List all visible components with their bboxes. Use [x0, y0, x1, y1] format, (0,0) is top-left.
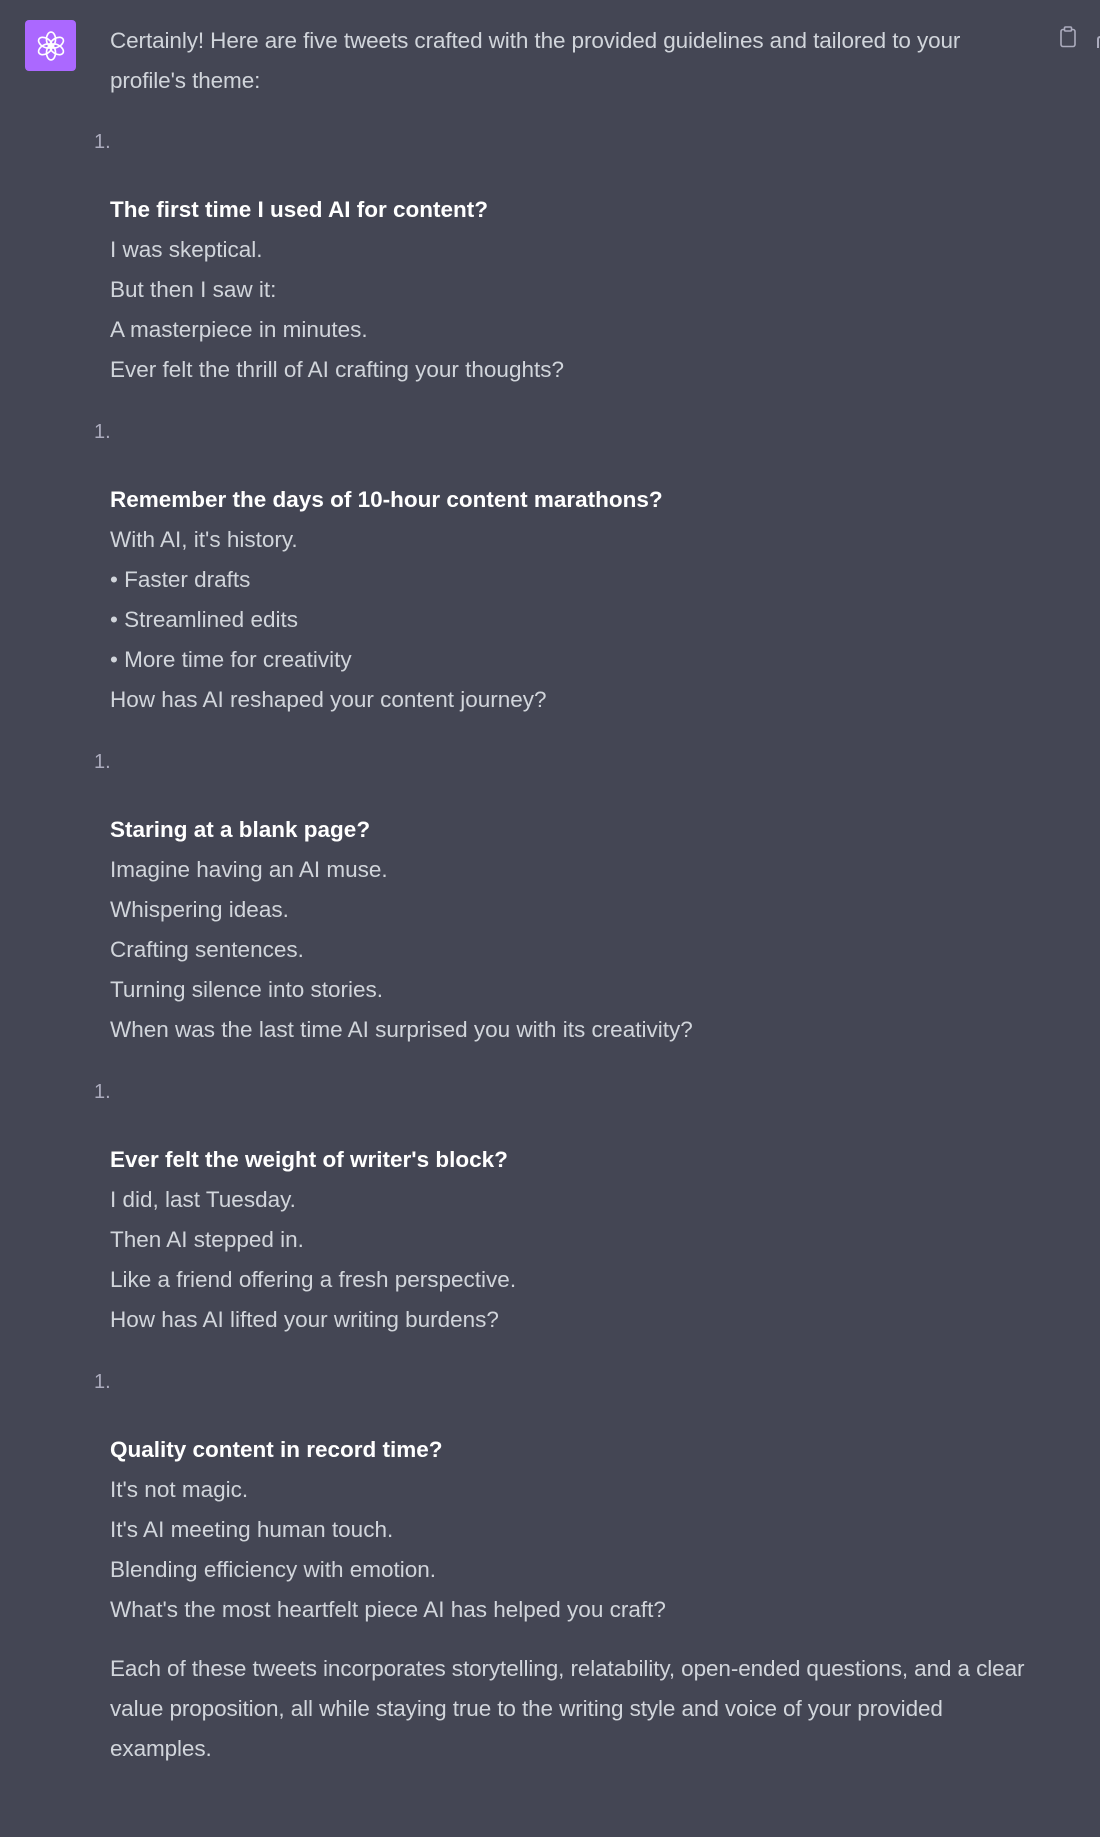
- tweet-line: Imagine having an AI muse.: [110, 857, 388, 882]
- tweet-line: Blending efficiency with emotion.: [110, 1557, 437, 1582]
- tweet-headline: Quality content in record time?: [110, 1437, 443, 1462]
- tweet-headline: The first time I used AI for content?: [110, 197, 488, 222]
- tweet-headline: Remember the days of 10-hour content marathons?: [110, 487, 663, 512]
- tweet-line: With AI, it's history.: [110, 527, 298, 552]
- list-number: 1.: [94, 1081, 111, 1103]
- list-number: 1.: [94, 131, 111, 153]
- tweet-line: What's the most heartfelt piece AI has helped you craft?: [110, 1597, 666, 1622]
- tweet-line: A masterpiece in minutes.: [110, 317, 368, 342]
- tweet-line: I was skeptical.: [110, 237, 263, 262]
- tweet-line: But then I saw it:: [110, 277, 277, 302]
- copy-button[interactable]: [1056, 24, 1080, 50]
- tweet-item: [94, 1072, 1040, 1340]
- tweet-line: Whispering ideas.: [110, 897, 289, 922]
- tweet-line: • More time for creativity: [110, 647, 352, 672]
- tweet-list: [94, 122, 1040, 1630]
- list-number: 1.: [94, 421, 111, 443]
- tweet-line: Ever felt the thrill of AI crafting your thoughts?: [110, 357, 564, 382]
- intro-text: Certainly! Here are five tweets crafted with the provided guidelines and tailored to your profile's theme:: [110, 28, 961, 93]
- tweet-item: [94, 742, 1040, 1050]
- assistant-avatar: [25, 20, 76, 71]
- list-number: 1.: [94, 751, 111, 773]
- tweet-line: Like a friend offering a fresh perspective.: [110, 1267, 517, 1292]
- clipboard-icon: [1059, 26, 1077, 48]
- message-content: [94, 21, 1040, 1769]
- openai-logo-icon: [34, 29, 68, 63]
- tweet-item: [94, 1362, 1040, 1630]
- list-number: 1.: [94, 1371, 111, 1393]
- tweet-line: Crafting sentences.: [110, 937, 304, 962]
- tweet-line: How has AI lifted your writing burdens?: [110, 1307, 499, 1332]
- tweet-line: • Streamlined edits: [110, 607, 298, 632]
- tweet-line: When was the last time AI surprised you with its creativity?: [110, 1017, 693, 1042]
- tweet-line: It's not magic.: [110, 1477, 249, 1502]
- outro-text: Each of these tweets incorporates storytelling, relatability, open-ended questions, and a clear value proposition, all while staying true to the writing style and voice of your provided examples.: [110, 1656, 1025, 1761]
- tweet-line: Turning silence into stories.: [110, 977, 384, 1002]
- tweet-line: • Faster drafts: [110, 567, 251, 592]
- tweet-line: It's AI meeting human touch.: [110, 1517, 394, 1542]
- tweet-item: [94, 412, 1040, 720]
- tweet-headline: Ever felt the weight of writer's block?: [110, 1147, 508, 1172]
- tweet-headline: Staring at a blank page?: [110, 817, 371, 842]
- tweet-item: [94, 122, 1040, 390]
- tweet-line: Then AI stepped in.: [110, 1227, 304, 1252]
- tweet-line: I did, last Tuesday.: [110, 1187, 296, 1212]
- tweet-line: How has AI reshaped your content journey?: [110, 687, 547, 712]
